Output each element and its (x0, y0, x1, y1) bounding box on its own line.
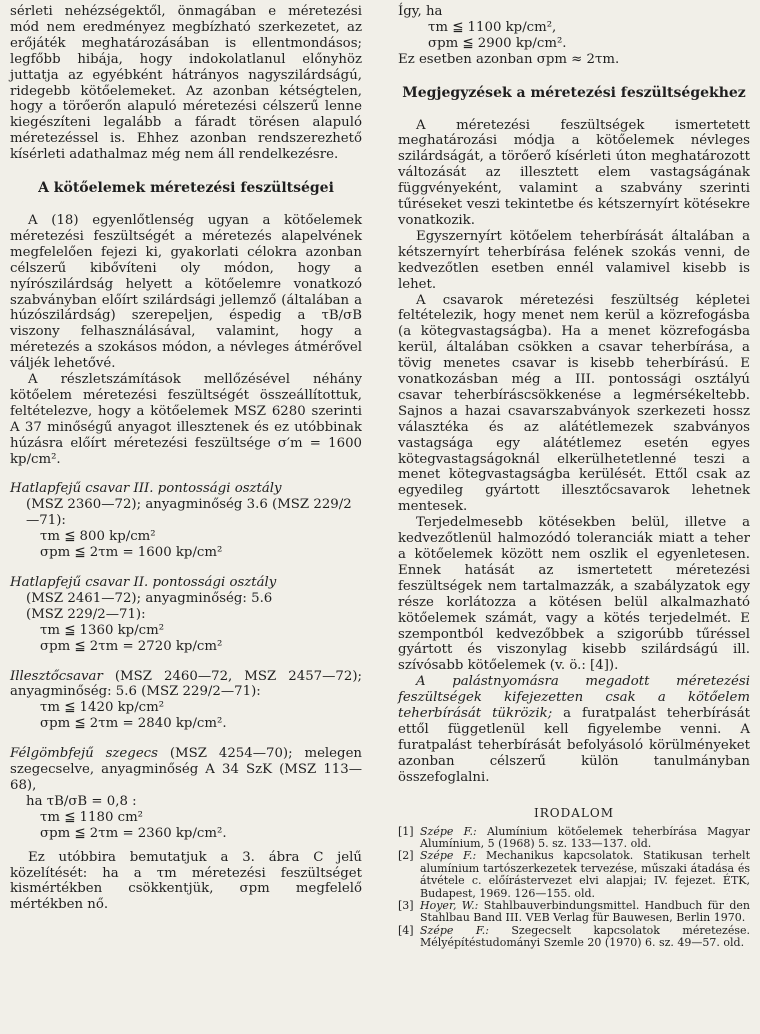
spec-text: (MSZ 229/2—71): (26, 606, 146, 622)
section-heading: Megjegyzések a méretezési feszültségekhez (402, 84, 746, 101)
paragraph: Ez esetben azonban σpm ≈ 2τm. (398, 51, 620, 67)
formula: σpm ≦ 2τm = 1600 kp/cm² (40, 545, 223, 561)
spec-block (10, 481, 362, 561)
reference-item (398, 900, 750, 925)
spec-heading: Hatlapfejű csavar III. pontossági osztály (10, 481, 282, 497)
spec-heading: Illesztőcsavar (10, 668, 103, 684)
spec-text (10, 746, 362, 794)
reference-author: Hoyer, W.: (420, 898, 479, 912)
left-column (10, 4, 362, 913)
formula: τm ≦ 1100 kp/cm², (428, 19, 557, 35)
spec-heading: Hatlapfejű csavar II. pontossági osztály (10, 575, 277, 590)
reference-body: Szegecselt kapcsolatok méretezése. Mélyépítéstudományi Szemle 20 (1970) 6. sz. 49—57. old. (420, 923, 750, 950)
paragraph: sérleti nehézségektől, önmagában e méretezési mód nem eredményez megbízható szerkezetet, az erőjáték meghatározásában is ellentmondásos; legfőbb hibája, hogy indokolatlanul előnyhöz juttatja az egyébként hátrányos nagyszilárdságú, ridegebb kötőelemeket. Az azonban kétségtelen, hogy a törőerőn alapuló méretezési célszerű lenne kiegészíteni legalább a fáradt törésen alapuló méretezéssel is. Ehhez azonban rendszerezhető kísérleti adathalmaz még nem áll rendelkezésre. (10, 4, 362, 163)
formula: τm ≦ 1180 cm² (40, 809, 144, 825)
reference-number: [3] (398, 898, 414, 912)
reference-body: Alumínium kötőelemek teherbírása Magyar Alumínium, 5 (1968) 5. sz. 133—137. old. (420, 824, 750, 850)
formula: σpm ≦ 2τm = 2720 kp/cm² (40, 638, 223, 654)
reference-body: Mechanikus kapcsolatok. Statikusan terhelt alumínium tartószerkezetek tervezése, műszaki átadása és átvétele c. előírástervezet elvi alapjai; IV. fejezet. ÉTK, Budapest, 1969. 126—155. old. (420, 849, 750, 900)
spec-block (10, 746, 362, 841)
ratio-condition: ha τB/σB = 0,8 : (26, 793, 137, 809)
paragraph: A méretezési feszültségek ismertetett meghatározási módja a kötőelemek névleges szilárdságát, a törőerő kísérleti úton meghatározott változását az illesztett elem vastagságának függvényeként, valamint a szabvány szerinti tűréseket veszi tekintetbe és kétszernyírt kötésekre vonatkozik. (398, 117, 750, 228)
formula: τm ≦ 1420 kp/cm² (40, 700, 165, 716)
reference-author: Szépe F.: (420, 923, 489, 937)
spec-heading: Félgömbfejű szegecs (10, 746, 158, 762)
formula-block (10, 529, 362, 561)
formula-block (398, 20, 750, 52)
paragraph-rest: a furatpalást teherbírását ettől függetlenül kell figyelembe venni. A furatpalást teherbírását befolyásoló körülményeket azonban célszerű külön tanulmányban összefoglalni. (398, 706, 751, 785)
references-title: IRODALOM (534, 805, 614, 820)
formula: σpm ≦ 2900 kp/cm². (428, 35, 567, 51)
formula: σpm ≦ 2τm = 2360 kp/cm². (40, 825, 227, 841)
reference-item (398, 850, 750, 900)
spec-block (10, 575, 362, 655)
reference-text (420, 826, 750, 851)
reference-number: [1] (398, 824, 414, 838)
condition-text: Így, ha (398, 4, 443, 19)
formula-block (10, 623, 362, 655)
paragraph: A részletszámítások mellőzésével néhány kötőelem méretezési feszültségét összeállítottuk, feltételezve, hogy a kötőelemek MSZ 6280 szerinti A 37 minőségű anyagot illesztenek és ez utóbbinak húzásra előírt méretezési feszültsége σ′m = 1600 kp/cm². (10, 372, 362, 467)
spec-text: (MSZ 2360—72); anyagminőség 3.6 (MSZ 229/2—71): (26, 497, 352, 529)
spec-block (10, 669, 362, 733)
right-column (398, 4, 750, 950)
section-heading: A kötőelemek méretezési feszültségei (38, 180, 334, 197)
reference-list (398, 826, 750, 950)
formula: τm ≦ 800 kp/cm² (40, 529, 156, 545)
reference-text (420, 850, 750, 900)
reference-text (420, 925, 750, 950)
reference-number: [4] (398, 923, 414, 937)
formula: σpm ≦ 2τm = 2840 kp/cm². (40, 716, 227, 732)
formula-block (10, 700, 362, 732)
formula-block (10, 810, 362, 842)
paragraph: Egyszernyírt kötőelem teherbírását általában a kétszernyírt teherbírása felének szokás venni, de kedvezőtlen esetben ennél valamivel kisebb is lehet. (398, 228, 750, 292)
spec-text-rest: (MSZ 4254—70); melegen szegecselve, anyagminőség A 34 SzK (MSZ 113—68), (10, 746, 363, 793)
reference-body: Stahlbauverbindungsmittel. Handbuch für den Stahlbau Band III. VEB Verlag für Bauwesen, Berlin 1970. (420, 898, 750, 925)
formula: τm ≦ 1360 kp/cm² (40, 622, 165, 638)
reference-number: [2] (398, 849, 414, 863)
paragraph: Terjedelmesebb kötésekben belül, illetve a kedvezőtlenül halmozódó toleranciák miatt a teher a kötőelemek között nem oszlik el egyenletesen. Ennek hatását az ismertetett méretezési feszültségek nem tartalmazzák, a szabályzatok egy része korlátozza a kötésen belül alkalmazható kötőelemek számát, vagy a kötés terjedelmét. E szempontból kedvezőbbek a szigorúbb tűréssel gyártott és viszonylag kisebb szilárdságú ill. szívósabb kötőelemek (v. ö.: [4]). (398, 515, 750, 674)
spec-text (10, 669, 362, 701)
reference-author: Szépe F.: (420, 824, 477, 838)
spec-text-rest: (MSZ 2460—72, MSZ 2457—72); anyagminőség: 5.6 (MSZ 229/2—71): (10, 668, 362, 700)
paragraph: Ez utóbbira bemutatjuk a 3. ábra C jelű közelítését: ha a τm méretezési feszültséget kismértékben csökkentjük, σpm megfelelő mértékben nő. (10, 849, 362, 913)
reference-text (420, 900, 750, 925)
reference-item (398, 826, 750, 851)
spec-text: (MSZ 2461—72); anyagminőség: 5.6 (26, 590, 273, 606)
italic-emphasis: A palástnyomásra megadott méretezési feszültségek kifejezetten csak a kötőelem teherbírását tükrözik; (398, 674, 750, 722)
paragraph (398, 674, 750, 785)
paragraph: A (18) egyenlőtlenség ugyan a kötőelemek méretezési feszültségét a méretezés alapelvének megfelelően fejezi ki, gyakorlati célokra azonban célszerű kibővíteni oly módon, hogy a nyírószilárdság helyett a kötőelemre vonatkozó szabványban előírt szilárdsági jellemző (általában a húzószilárdság) szerepeljen, éspedig a τB/σB viszony felhasználásával, valamint, hogy a méretezés a szokásos módon, a névleges átmérővel váljék lehetővé. (10, 212, 362, 372)
reference-author: Szépe F.: (420, 849, 477, 863)
paragraph: A csavarok méretezési feszültség képletei feltételezik, hogy menet nem kerül a közrefogásba (a kötegvastagságba). Ha a menet közrefogásba kerül, általában csökken a csavar teherbírása, a tövig menetes csavar is kisebb teherbírású. E vonatkozásban még a III. pontossági osztályú csavar teherbíráscsökkenése a legmérsékeltebb. Sajnos a hazai csavarszabványok szerkezeti hossz választéka és az alátétlemezek szabványos vastagsága egy alátétlemez esetén egyes kötegvastagságoknál elkerülhetetlenné teszi a menet kötegvastagságba kerülését. Ettől csak az egyedileg gyártott illesztőcsavarok lehetnek mentesek. (398, 292, 750, 515)
reference-item (398, 925, 750, 950)
